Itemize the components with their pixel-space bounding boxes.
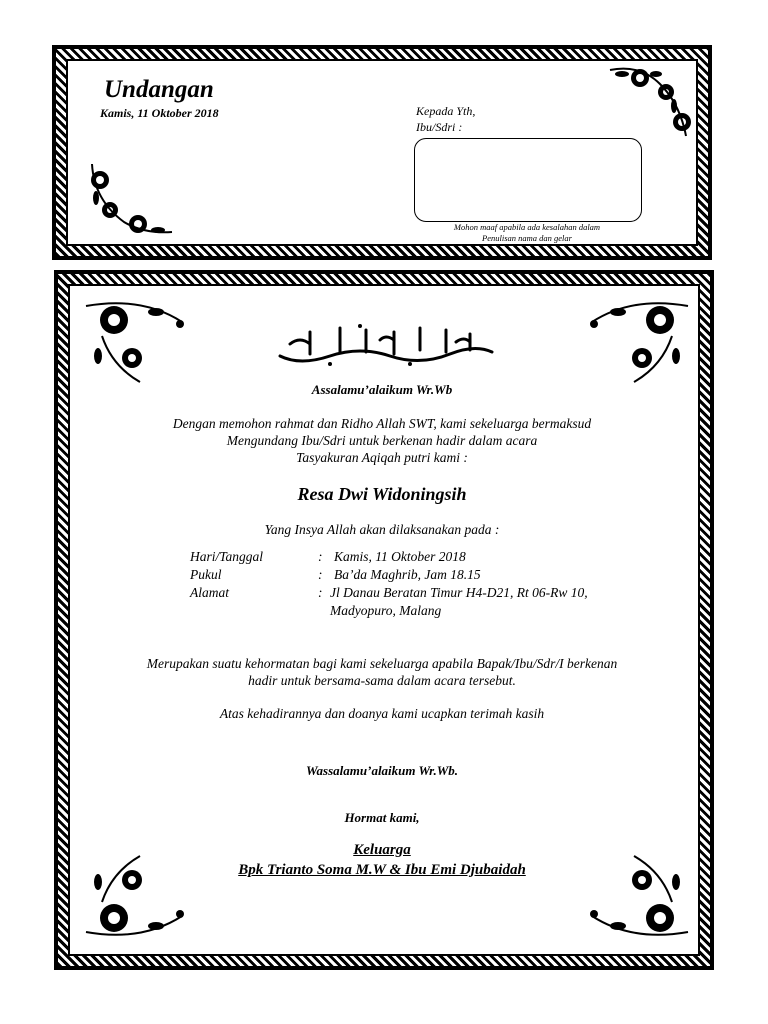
bismillah-calligraphy-icon: [270, 322, 500, 368]
event-intro: Yang Insya Allah akan dilaksanakan pada :: [264, 522, 500, 537]
greeting: Assalamu’alaikum Wr.Wb: [311, 382, 453, 397]
regards: Hormat kami,: [344, 810, 420, 825]
detail-value-date: Kamis, 11 Oktober 2018: [334, 549, 466, 564]
note-line-1: Mohon maaf apabila ada kesalahan dalam: [453, 222, 601, 232]
detail-label-address: Alamat: [190, 585, 229, 600]
detail-label-time: Pukul: [190, 567, 222, 582]
detail-value-address: Jl Danau Beratan Timur H4-D21, Rt 06-Rw 10,: [330, 585, 588, 600]
intro-line-1: Dengan memohon rahmat dan Ridho Allah SWT, kami sekeluarga bermaksud: [172, 416, 592, 431]
farewell: Wassalamu’alaikum Wr.Wb.: [305, 763, 459, 778]
family-label: Keluarga: [353, 842, 411, 858]
recipient-name-label: Ibu/Sdri :: [416, 120, 463, 134]
envelope-note: [414, 222, 640, 244]
detail-value-time: Ba’da Maghrib, Jam 18.15: [334, 567, 481, 582]
detail-sep-date: :: [318, 549, 323, 564]
detail-sep-time: :: [318, 567, 323, 582]
intro-line-3: Tasyakuran Aqiqah putri kami :: [296, 450, 468, 465]
note-line-2: Penulisan nama dan gelar: [482, 233, 572, 243]
flower-ornament-icon: [84, 160, 176, 240]
envelope-date: Kamis, 11 Oktober 2018: [100, 106, 219, 120]
closing-line-2: hadir untuk bersama-sama dalam acara tersebut.: [248, 673, 516, 688]
envelope-title: Undangan: [104, 76, 214, 103]
recipient-address-box: [414, 138, 642, 222]
family-names: Bpk Trianto Soma M.W & Ibu Emi Djubaidah: [238, 862, 526, 878]
detail-sep-address: :: [318, 585, 323, 600]
flower-ornament-icon: [584, 296, 692, 388]
flower-ornament-icon: [600, 64, 696, 142]
recipient-label: Kepada Yth,: [416, 104, 476, 118]
closing-line-1: Merupakan suatu kehormatan bagi kami sekeluarga apabila Bapak/Ibu/Sdr/I berkenan: [146, 656, 618, 671]
thanks-line: Atas kehadirannya dan doanya kami ucapkan terimah kasih: [219, 706, 545, 721]
intro-line-2: Mengundang Ibu/Sdri untuk berkenan hadir dalam acara: [226, 433, 538, 448]
detail-label-date: Hari/Tanggal: [190, 549, 264, 564]
flower-ornament-icon: [82, 296, 190, 388]
child-name: Resa Dwi Widoningsih: [297, 484, 467, 504]
detail-value-address-line2: Madyopuro, Malang: [330, 603, 442, 618]
